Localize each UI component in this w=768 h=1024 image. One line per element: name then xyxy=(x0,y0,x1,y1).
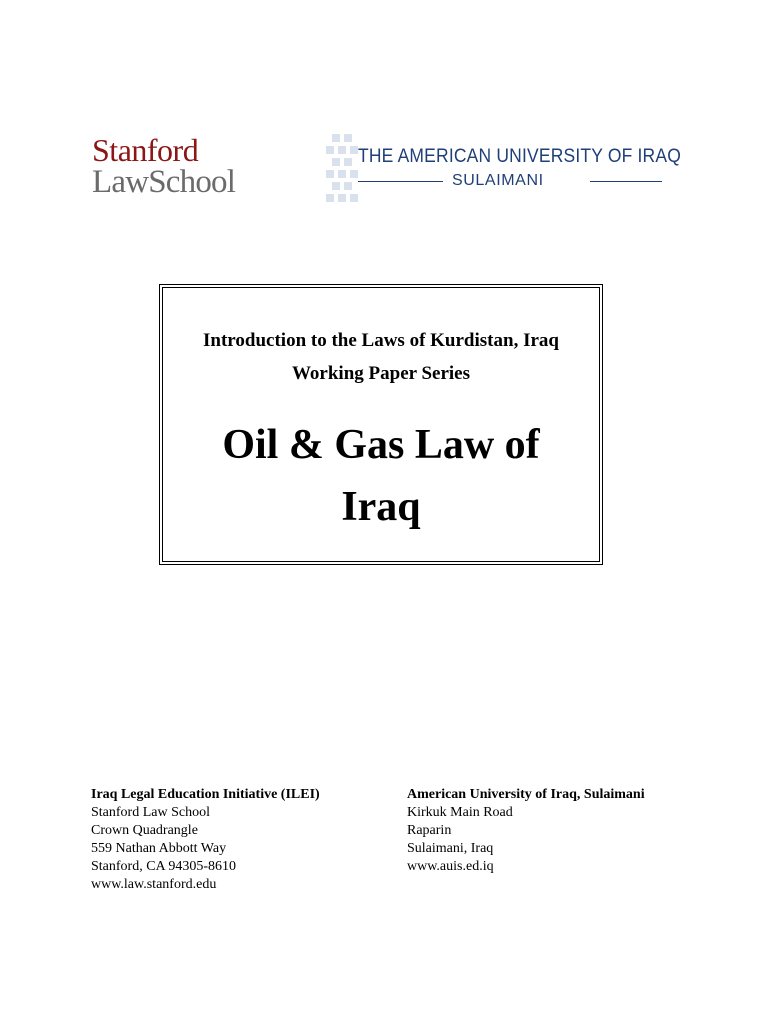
auis-rule-left xyxy=(358,181,443,182)
auis-logo xyxy=(326,132,681,204)
auis-address-heading: American University of Iraq, Sulaimani xyxy=(407,787,645,802)
address-line: Stanford, CA 94305-8610 xyxy=(91,859,237,874)
ilei-address xyxy=(91,786,320,894)
address-line: Raparin xyxy=(407,823,452,838)
website-link[interactable]: www.auis.ed.iq xyxy=(407,859,494,874)
auis-rule-right xyxy=(590,181,662,182)
series-heading xyxy=(165,324,597,390)
document-title xyxy=(165,414,597,538)
auis-address xyxy=(407,786,645,876)
website-link[interactable]: www.law.stanford.edu xyxy=(91,877,217,892)
address-line: 559 Nathan Abbott Way xyxy=(91,841,227,856)
title-box xyxy=(159,284,603,565)
stanford-law-school-logo xyxy=(92,134,235,199)
address-line: Kirkuk Main Road xyxy=(407,805,513,820)
address-line: Sulaimani, Iraq xyxy=(407,841,494,856)
stanford-logo-line2: LawSchool xyxy=(92,164,236,200)
auis-logo-subtitle-row xyxy=(358,172,662,192)
ilei-address-heading: Iraq Legal Education Initiative (ILEI) xyxy=(91,787,320,802)
auis-logo-subtitle: SULAIMANI xyxy=(452,172,544,189)
series-line1: Introduction to the Laws of Kurdistan, Iraq xyxy=(203,330,559,351)
title-line2: Iraq xyxy=(341,484,421,530)
series-line2: Working Paper Series xyxy=(291,363,471,384)
title-box-inner xyxy=(165,290,597,559)
address-line: Stanford Law School xyxy=(91,805,210,820)
address-line: Crown Quadrangle xyxy=(91,823,198,838)
stanford-logo-line1: Stanford xyxy=(92,132,199,168)
auis-logo-title: THE AMERICAN UNIVERSITY OF IRAQ xyxy=(358,146,681,167)
title-line1: Oil & Gas Law of xyxy=(222,422,540,468)
auis-emblem-icon xyxy=(326,132,380,204)
